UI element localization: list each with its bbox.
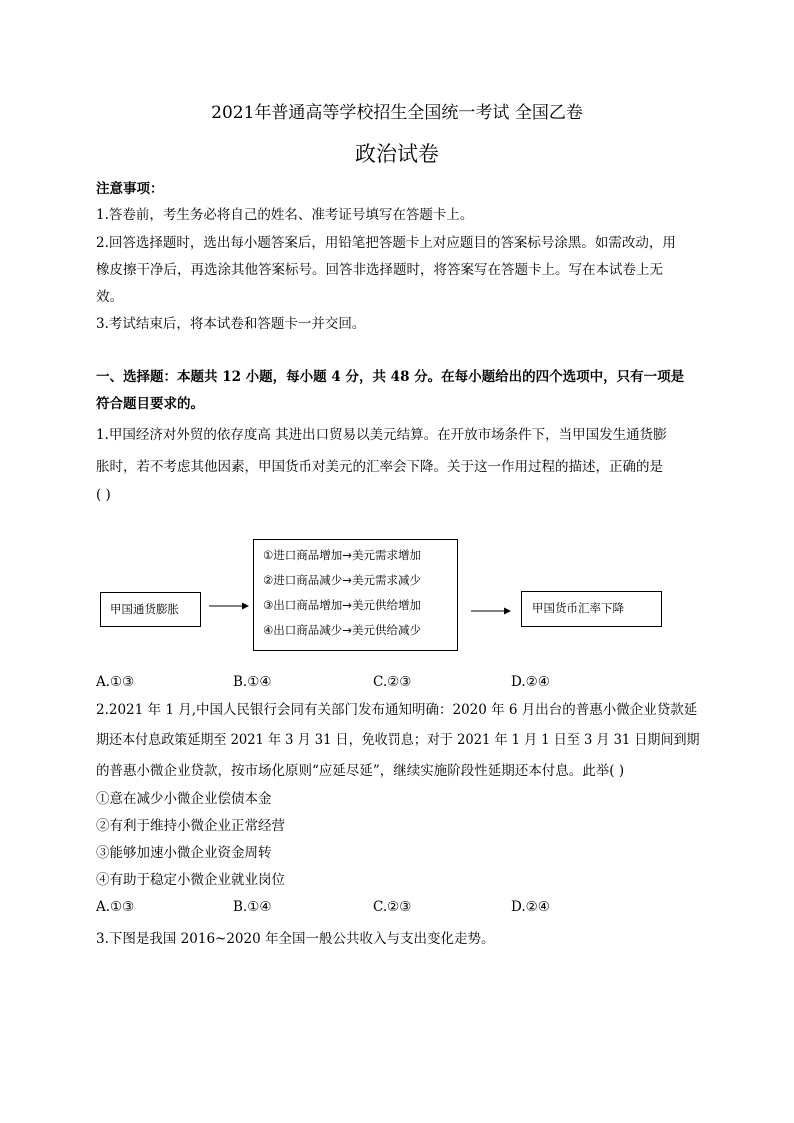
q1-option-a[interactable]: A.①③ <box>96 674 135 690</box>
q2-option-c[interactable]: C.②③ <box>373 899 412 915</box>
notice-item-2-line-1: 2.回答选择题时，选出每小题答案后，用铅笔把答题卡上对应题目的答案标号涂黑。如需改动，用 <box>96 235 676 251</box>
diagram-result-label: 甲国货币汇率下降 <box>532 601 624 615</box>
section-heading-line-1: 一、选择题：本题共 12 小题，每小题 4 分，共 48 分。在每小题给出的四个选项中，只有一项是 <box>96 369 685 385</box>
q2-option-a[interactable]: A.①③ <box>96 899 135 915</box>
q1-option-b[interactable]: B.①④ <box>233 674 272 690</box>
diagram-arrow-2 <box>470 605 512 617</box>
diagram-cause-label: 甲国通货膨胀 <box>110 602 179 616</box>
section-heading-line-2: 符合题目要求的。 <box>96 396 204 412</box>
q1-stem-line-1: 1.甲国经济对外贸的依存度高 其进出口贸易以美元结算。在开放市场条件下，当甲国发生通货膨 <box>96 427 667 443</box>
q1-option-c[interactable]: C.②③ <box>373 674 412 690</box>
q1-stem-line-3: ( ) <box>96 487 111 503</box>
q2-option-b[interactable]: B.①④ <box>233 899 272 915</box>
notice-item-2-line-2: 橡皮擦干净后，再选涂其他答案标号。回答非选择题时，将答案写在答题卡上。写在本试卷上无 <box>96 262 663 278</box>
diagram-process-4: ④出口商品减少→美元供给减少 <box>263 623 421 637</box>
notice-item-1: 1.答卷前，考生务必将自己的姓名、准考证号填写在答题卡上。 <box>96 207 474 223</box>
q1-stem-line-2: 胀时，若不考虑其他因素，甲国货币对美元的汇率会下降。关于这一作用过程的描述，正确的是 <box>96 459 663 475</box>
exam-title: 2021年普通高等学校招生全国统一考试 全国乙卷 <box>211 103 583 123</box>
q2-choice-1: ①意在减少小微企业偿债本金 <box>96 791 272 807</box>
q2-choice-2: ②有利于维持小微企业正常经营 <box>96 818 285 834</box>
exam-subtitle: 政治试卷 <box>355 142 439 166</box>
q1-option-d[interactable]: D.②④ <box>511 674 550 690</box>
q3-stem: 3.下图是我国 2016~2020 年全国一般公共收入与支出变化走势。 <box>96 931 495 947</box>
notice-item-2-line-3: 效。 <box>96 289 123 305</box>
q2-stem-line-2: 期还本付息政策延期至 2021 年 3 月 31 日，免收罚息；对于 2021 年 1 月 1 日至 3 月 31 日期间到期 <box>96 732 700 748</box>
q2-stem-line-1: 2.2021 年 1 月,中国人民银行会同有关部门发布通知明确：2020 年 6 月出台的普惠小微企业贷款延 <box>96 702 698 718</box>
diagram-arrow-1 <box>208 600 250 612</box>
q2-choice-3: ③能够加速小微企业资金周转 <box>96 845 272 861</box>
diagram-box-process <box>253 539 458 651</box>
q2-option-d[interactable]: D.②④ <box>511 899 550 915</box>
notice-heading: 注意事项： <box>96 181 164 197</box>
diagram-process-2: ②进口商品减少→美元需求减少 <box>263 573 421 587</box>
diagram-process-1: ①进口商品增加→美元需求增加 <box>263 548 421 562</box>
q2-stem-line-3: 的普惠小微企业贷款，按市场化原则“应延尽延”，继续实施阶段性延期还本付息。此举( ) <box>96 763 625 779</box>
diagram-process-3: ③出口商品增加→美元供给增加 <box>263 598 421 612</box>
diagram-box-cause <box>100 592 201 627</box>
diagram-box-result <box>521 591 662 627</box>
notice-item-3: 3.考试结束后，将本试卷和答题卡一并交回。 <box>96 316 366 332</box>
q2-choice-4: ④有助于稳定小微企业就业岗位 <box>96 872 285 888</box>
